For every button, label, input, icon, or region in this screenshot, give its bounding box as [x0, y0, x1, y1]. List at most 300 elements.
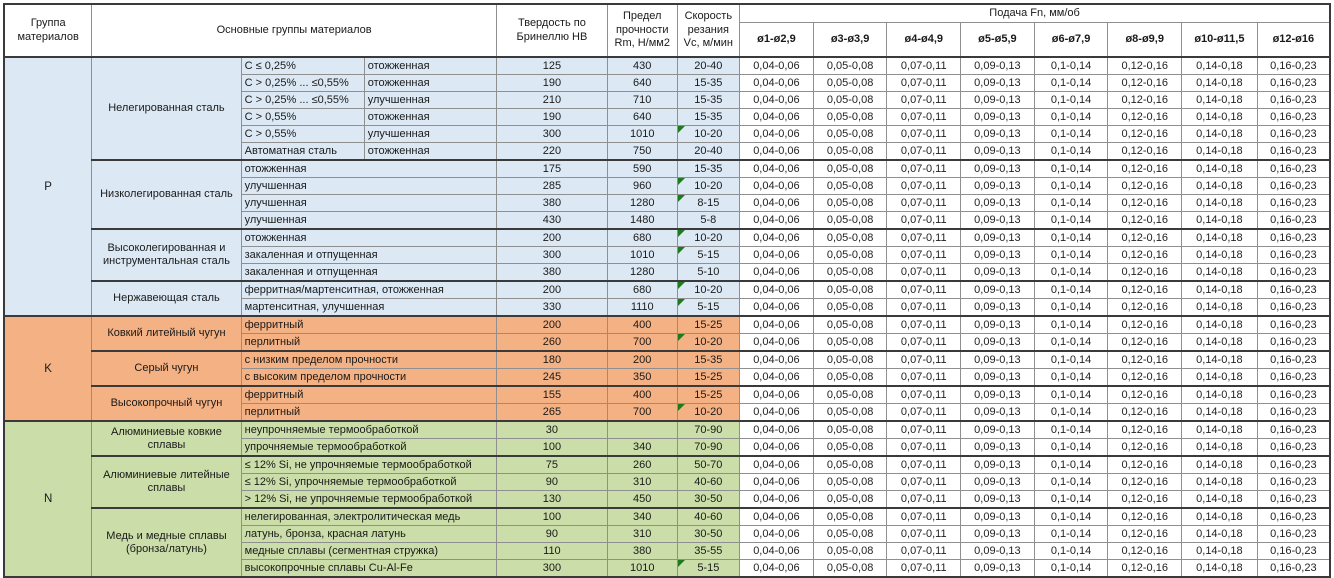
feed-cell: 0,05-0,08: [813, 508, 887, 526]
feed-cell: 0,12-0,16: [1108, 491, 1182, 509]
feed-cell: 0,04-0,06: [740, 316, 814, 334]
rm-cell: 430: [607, 57, 677, 75]
feed-cell: 0,07-0,11: [887, 456, 961, 474]
rm-cell: 350: [607, 369, 677, 387]
feed-cell: 0,05-0,08: [813, 351, 887, 369]
state-cell: отожженная: [364, 57, 496, 75]
feed-cell: 0,14-0,18: [1182, 560, 1258, 578]
feed-cell: 0,04-0,06: [740, 92, 814, 109]
feed-cell: 0,09-0,13: [961, 474, 1035, 491]
feed-cell: 0,12-0,16: [1108, 299, 1182, 317]
feed-cell: 0,07-0,11: [887, 75, 961, 92]
feed-cell: 0,09-0,13: [961, 92, 1035, 109]
feed-cell: 0,14-0,18: [1182, 92, 1258, 109]
feed-cell: 0,05-0,08: [813, 264, 887, 282]
rm-cell: 260: [607, 456, 677, 474]
feed-cell: 0,07-0,11: [887, 334, 961, 352]
condition-cell: улучшенная: [241, 212, 496, 230]
condition-cell: C > 0,25% ... ≤0,55%: [241, 75, 364, 92]
feed-cell: 0,04-0,06: [740, 421, 814, 439]
feed-cell: 0,05-0,08: [813, 143, 887, 161]
feed-cell: 0,07-0,11: [887, 404, 961, 422]
feed-cell: 0,07-0,11: [887, 143, 961, 161]
group-name-cell: Нелегированная сталь: [92, 57, 241, 160]
condition-cell: ферритная/мартенситная, отожженная: [241, 281, 496, 299]
feed-cell: 0,05-0,08: [813, 160, 887, 178]
feed-cell: 0,12-0,16: [1108, 126, 1182, 143]
feed-cell: 0,04-0,06: [740, 386, 814, 404]
hb-cell: 190: [496, 109, 607, 126]
group-name-cell: Алюминиевые литейные сплавы: [92, 456, 241, 508]
feed-cell: 0,14-0,18: [1182, 247, 1258, 264]
feed-cell: 0,09-0,13: [961, 109, 1035, 126]
feed-cell: 0,04-0,06: [740, 57, 814, 75]
rm-cell: 1280: [607, 264, 677, 282]
rm-cell: 1010: [607, 247, 677, 264]
hb-cell: 210: [496, 92, 607, 109]
header-tensile-strength: Предел прочности Rm, Н/мм2: [607, 4, 677, 57]
feed-cell: 0,04-0,06: [740, 456, 814, 474]
feed-cell: 0,1-0,14: [1034, 212, 1108, 230]
feed-cell: 0,16-0,23: [1257, 456, 1330, 474]
feed-cell: 0,05-0,08: [813, 474, 887, 491]
feed-cell: 0,16-0,23: [1257, 229, 1330, 247]
comment-flag-icon: [678, 178, 685, 185]
feed-cell: 0,12-0,16: [1108, 439, 1182, 457]
feed-cell: 0,09-0,13: [961, 299, 1035, 317]
feed-cell: 0,16-0,23: [1257, 92, 1330, 109]
vc-cell: 15-35: [677, 351, 740, 369]
feed-cell: 0,1-0,14: [1034, 247, 1108, 264]
feed-cell: 0,1-0,14: [1034, 351, 1108, 369]
feed-cell: 0,16-0,23: [1257, 160, 1330, 178]
feed-cell: 0,05-0,08: [813, 229, 887, 247]
condition-cell: закаленная и отпущенная: [241, 264, 496, 282]
feed-cell: 0,09-0,13: [961, 439, 1035, 457]
feed-cell: 0,16-0,23: [1257, 439, 1330, 457]
group-name-cell: Ковкий литейный чугун: [92, 316, 241, 351]
hb-cell: 180: [496, 351, 607, 369]
feed-cell: 0,1-0,14: [1034, 456, 1108, 474]
hb-cell: 430: [496, 212, 607, 230]
feed-cell: 0,16-0,23: [1257, 421, 1330, 439]
feed-cell: 0,12-0,16: [1108, 456, 1182, 474]
feed-cell: 0,1-0,14: [1034, 178, 1108, 195]
feed-cell: 0,04-0,06: [740, 247, 814, 264]
feed-cell: 0,16-0,23: [1257, 126, 1330, 143]
feed-cell: 0,07-0,11: [887, 421, 961, 439]
feed-cell: 0,12-0,16: [1108, 57, 1182, 75]
condition-cell: ферритный: [241, 386, 496, 404]
state-cell: улучшенная: [364, 126, 496, 143]
hb-cell: 75: [496, 456, 607, 474]
comment-flag-icon: [678, 404, 685, 411]
feed-cell: 0,1-0,14: [1034, 386, 1108, 404]
condition-cell: C > 0,55%: [241, 126, 364, 143]
feed-cell: 0,07-0,11: [887, 178, 961, 195]
rm-cell: 310: [607, 474, 677, 491]
feed-cell: 0,04-0,06: [740, 369, 814, 387]
vc-cell: 20-40: [677, 143, 740, 161]
header-feed-diameter: ø8-ø9,9: [1108, 23, 1182, 58]
rm-cell: 700: [607, 404, 677, 422]
feed-cell: 0,16-0,23: [1257, 109, 1330, 126]
feed-cell: 0,05-0,08: [813, 334, 887, 352]
feed-cell: 0,12-0,16: [1108, 160, 1182, 178]
feed-cell: 0,05-0,08: [813, 526, 887, 543]
feed-cell: 0,05-0,08: [813, 109, 887, 126]
feed-cell: 0,12-0,16: [1108, 543, 1182, 560]
rm-cell: [607, 421, 677, 439]
feed-cell: 0,04-0,06: [740, 75, 814, 92]
hb-cell: 90: [496, 474, 607, 491]
header-feed-diameter: ø5-ø5,9: [961, 23, 1035, 58]
vc-cell: 8-15: [677, 195, 740, 212]
condition-cell: улучшенная: [241, 178, 496, 195]
condition-cell: перлитный: [241, 404, 496, 422]
condition-cell: C ≤ 0,25%: [241, 57, 364, 75]
vc-cell: 5-15: [677, 247, 740, 264]
vc-cell: 15-35: [677, 109, 740, 126]
feed-cell: 0,09-0,13: [961, 281, 1035, 299]
feed-cell: 0,07-0,11: [887, 57, 961, 75]
vc-cell: 70-90: [677, 439, 740, 457]
feed-cell: 0,1-0,14: [1034, 526, 1108, 543]
rm-cell: 1280: [607, 195, 677, 212]
feed-cell: 0,07-0,11: [887, 508, 961, 526]
feed-cell: 0,16-0,23: [1257, 351, 1330, 369]
feed-cell: 0,14-0,18: [1182, 404, 1258, 422]
material-group-cell: N: [4, 421, 92, 577]
condition-cell: неупрочняемые термообработкой: [241, 421, 496, 439]
feed-cell: 0,09-0,13: [961, 560, 1035, 578]
feed-cell: 0,05-0,08: [813, 212, 887, 230]
feed-cell: 0,16-0,23: [1257, 57, 1330, 75]
feed-cell: 0,07-0,11: [887, 474, 961, 491]
feed-cell: 0,1-0,14: [1034, 281, 1108, 299]
vc-cell: 30-50: [677, 526, 740, 543]
feed-cell: 0,14-0,18: [1182, 369, 1258, 387]
header-main-material-groups: Основные группы материалов: [92, 4, 497, 57]
feed-cell: 0,09-0,13: [961, 404, 1035, 422]
header-material-group: Группа материалов: [4, 4, 92, 57]
rm-cell: 1480: [607, 212, 677, 230]
vc-cell: 15-35: [677, 75, 740, 92]
header-feed-diameter: ø6-ø7,9: [1034, 23, 1108, 58]
comment-flag-icon: [678, 247, 685, 254]
group-name-cell: Низколегированная сталь: [92, 160, 241, 229]
feed-cell: 0,14-0,18: [1182, 109, 1258, 126]
condition-cell: нелегированная, электролитическая медь: [241, 508, 496, 526]
feed-cell: 0,16-0,23: [1257, 281, 1330, 299]
feed-cell: 0,14-0,18: [1182, 160, 1258, 178]
hb-cell: 125: [496, 57, 607, 75]
condition-cell: Автоматная сталь: [241, 143, 364, 161]
feed-cell: 0,14-0,18: [1182, 439, 1258, 457]
comment-flag-icon: [678, 334, 685, 341]
state-cell: улучшенная: [364, 92, 496, 109]
feed-cell: 0,14-0,18: [1182, 229, 1258, 247]
feed-cell: 0,16-0,23: [1257, 369, 1330, 387]
vc-cell: 15-25: [677, 316, 740, 334]
vc-cell: 10-20: [677, 334, 740, 352]
rm-cell: 1010: [607, 560, 677, 578]
feed-cell: 0,12-0,16: [1108, 264, 1182, 282]
feed-cell: 0,1-0,14: [1034, 404, 1108, 422]
feed-cell: 0,04-0,06: [740, 334, 814, 352]
feed-cell: 0,16-0,23: [1257, 195, 1330, 212]
feed-cell: 0,12-0,16: [1108, 560, 1182, 578]
feed-cell: 0,04-0,06: [740, 526, 814, 543]
feed-cell: 0,14-0,18: [1182, 474, 1258, 491]
vc-cell: 10-20: [677, 404, 740, 422]
feed-cell: 0,04-0,06: [740, 351, 814, 369]
feed-cell: 0,1-0,14: [1034, 560, 1108, 578]
feed-cell: 0,04-0,06: [740, 560, 814, 578]
feed-cell: 0,04-0,06: [740, 264, 814, 282]
group-name-cell: Серый чугун: [92, 351, 241, 386]
condition-cell: упрочняемые термообработкой: [241, 439, 496, 457]
feed-cell: 0,1-0,14: [1034, 439, 1108, 457]
vc-cell: 5-15: [677, 560, 740, 578]
feed-cell: 0,09-0,13: [961, 526, 1035, 543]
feed-cell: 0,05-0,08: [813, 369, 887, 387]
feed-cell: 0,07-0,11: [887, 386, 961, 404]
feed-cell: 0,07-0,11: [887, 369, 961, 387]
feed-cell: 0,1-0,14: [1034, 491, 1108, 509]
feed-cell: 0,05-0,08: [813, 491, 887, 509]
condition-cell: закаленная и отпущенная: [241, 247, 496, 264]
feed-cell: 0,12-0,16: [1108, 109, 1182, 126]
feed-cell: 0,09-0,13: [961, 160, 1035, 178]
feed-cell: 0,1-0,14: [1034, 109, 1108, 126]
hb-cell: 200: [496, 316, 607, 334]
feed-cell: 0,07-0,11: [887, 195, 961, 212]
feed-cell: 0,12-0,16: [1108, 508, 1182, 526]
hb-cell: 200: [496, 229, 607, 247]
feed-cell: 0,04-0,06: [740, 299, 814, 317]
feed-cell: 0,04-0,06: [740, 543, 814, 560]
feed-cell: 0,1-0,14: [1034, 474, 1108, 491]
feed-cell: 0,05-0,08: [813, 316, 887, 334]
feed-cell: 0,09-0,13: [961, 508, 1035, 526]
feed-cell: 0,1-0,14: [1034, 75, 1108, 92]
condition-cell: ≤ 12% Si, не упрочняемые термообработкой: [241, 456, 496, 474]
feed-cell: 0,1-0,14: [1034, 57, 1108, 75]
feed-cell: 0,14-0,18: [1182, 299, 1258, 317]
hb-cell: 260: [496, 334, 607, 352]
feed-cell: 0,16-0,23: [1257, 474, 1330, 491]
feed-cell: 0,12-0,16: [1108, 178, 1182, 195]
hb-cell: 100: [496, 508, 607, 526]
material-group-cell: K: [4, 316, 92, 421]
vc-cell: 15-35: [677, 92, 740, 109]
header-feed-diameter: ø3-ø3,9: [813, 23, 887, 58]
feed-cell: 0,05-0,08: [813, 456, 887, 474]
feed-cell: 0,14-0,18: [1182, 351, 1258, 369]
feed-cell: 0,1-0,14: [1034, 334, 1108, 352]
feed-cell: 0,12-0,16: [1108, 334, 1182, 352]
feed-cell: 0,16-0,23: [1257, 264, 1330, 282]
feed-cell: 0,04-0,06: [740, 491, 814, 509]
feed-cell: 0,07-0,11: [887, 543, 961, 560]
feed-cell: 0,07-0,11: [887, 247, 961, 264]
rm-cell: 680: [607, 281, 677, 299]
comment-flag-icon: [678, 282, 685, 289]
hb-cell: 220: [496, 143, 607, 161]
feed-cell: 0,05-0,08: [813, 560, 887, 578]
header-feed-diameter: ø10-ø11,5: [1182, 23, 1258, 58]
vc-cell: 35-55: [677, 543, 740, 560]
state-cell: отожженная: [364, 109, 496, 126]
condition-cell: улучшенная: [241, 195, 496, 212]
feed-cell: 0,1-0,14: [1034, 264, 1108, 282]
feed-cell: 0,05-0,08: [813, 195, 887, 212]
feed-cell: 0,16-0,23: [1257, 508, 1330, 526]
rm-cell: 640: [607, 75, 677, 92]
feed-cell: 0,05-0,08: [813, 57, 887, 75]
feed-cell: 0,09-0,13: [961, 351, 1035, 369]
hb-cell: 245: [496, 369, 607, 387]
feed-cell: 0,09-0,13: [961, 143, 1035, 161]
feed-cell: 0,09-0,13: [961, 264, 1035, 282]
feed-cell: 0,14-0,18: [1182, 57, 1258, 75]
hb-cell: 100: [496, 439, 607, 457]
hb-cell: 300: [496, 247, 607, 264]
feed-cell: 0,07-0,11: [887, 560, 961, 578]
hb-cell: 110: [496, 543, 607, 560]
feed-cell: 0,12-0,16: [1108, 386, 1182, 404]
feed-cell: 0,09-0,13: [961, 543, 1035, 560]
feed-cell: 0,12-0,16: [1108, 316, 1182, 334]
feed-cell: 0,16-0,23: [1257, 316, 1330, 334]
feed-cell: 0,04-0,06: [740, 229, 814, 247]
feed-cell: 0,14-0,18: [1182, 281, 1258, 299]
feed-cell: 0,09-0,13: [961, 369, 1035, 387]
state-cell: отожженная: [364, 143, 496, 161]
feed-cell: 0,07-0,11: [887, 491, 961, 509]
comment-flag-icon: [678, 230, 685, 237]
comment-flag-icon: [678, 126, 685, 133]
hb-cell: 155: [496, 386, 607, 404]
hb-cell: 30: [496, 421, 607, 439]
feed-cell: 0,1-0,14: [1034, 316, 1108, 334]
group-name-cell: Высоколегированная и инструментальная сталь: [92, 229, 241, 281]
condition-cell: ≤ 12% Si, упрочняемые термообработкой: [241, 474, 496, 491]
condition-cell: мартенситная, улучшенная: [241, 299, 496, 317]
feed-cell: 0,12-0,16: [1108, 195, 1182, 212]
group-name-cell: Алюминиевые ковкие сплавы: [92, 421, 241, 456]
feed-cell: 0,12-0,16: [1108, 281, 1182, 299]
vc-cell: 5-10: [677, 264, 740, 282]
hb-cell: 300: [496, 126, 607, 143]
feed-cell: 0,14-0,18: [1182, 143, 1258, 161]
feed-cell: 0,09-0,13: [961, 195, 1035, 212]
feed-cell: 0,16-0,23: [1257, 526, 1330, 543]
feed-cell: 0,07-0,11: [887, 126, 961, 143]
comment-flag-icon: [678, 299, 685, 306]
comment-flag-icon: [678, 195, 685, 202]
rm-cell: 400: [607, 316, 677, 334]
condition-cell: C > 0,55%: [241, 109, 364, 126]
feed-cell: 0,16-0,23: [1257, 491, 1330, 509]
feed-cell: 0,14-0,18: [1182, 386, 1258, 404]
feed-cell: 0,09-0,13: [961, 57, 1035, 75]
feed-cell: 0,12-0,16: [1108, 143, 1182, 161]
cutting-data-table: [3, 3, 1331, 578]
vc-cell: 15-25: [677, 386, 740, 404]
vc-cell: 40-60: [677, 474, 740, 491]
feed-cell: 0,14-0,18: [1182, 75, 1258, 92]
feed-cell: 0,16-0,23: [1257, 299, 1330, 317]
vc-cell: 70-90: [677, 421, 740, 439]
feed-cell: 0,16-0,23: [1257, 334, 1330, 352]
feed-cell: 0,05-0,08: [813, 386, 887, 404]
feed-cell: 0,1-0,14: [1034, 421, 1108, 439]
condition-cell: > 12% Si, не упрочняемые термообработкой: [241, 491, 496, 509]
hb-cell: 380: [496, 264, 607, 282]
hb-cell: 175: [496, 160, 607, 178]
feed-cell: 0,07-0,11: [887, 299, 961, 317]
feed-cell: 0,05-0,08: [813, 92, 887, 109]
rm-cell: 590: [607, 160, 677, 178]
hb-cell: 190: [496, 75, 607, 92]
vc-cell: 30-50: [677, 491, 740, 509]
vc-cell: 10-20: [677, 126, 740, 143]
feed-cell: 0,12-0,16: [1108, 369, 1182, 387]
hb-cell: 300: [496, 560, 607, 578]
feed-cell: 0,04-0,06: [740, 404, 814, 422]
comment-flag-icon: [678, 560, 685, 567]
vc-cell: 15-25: [677, 369, 740, 387]
feed-cell: 0,04-0,06: [740, 178, 814, 195]
feed-cell: 0,05-0,08: [813, 75, 887, 92]
feed-cell: 0,1-0,14: [1034, 126, 1108, 143]
feed-cell: 0,16-0,23: [1257, 386, 1330, 404]
feed-cell: 0,09-0,13: [961, 75, 1035, 92]
feed-cell: 0,04-0,06: [740, 195, 814, 212]
feed-cell: 0,05-0,08: [813, 439, 887, 457]
feed-cell: 0,05-0,08: [813, 281, 887, 299]
feed-cell: 0,12-0,16: [1108, 421, 1182, 439]
rm-cell: 310: [607, 526, 677, 543]
rm-cell: 640: [607, 109, 677, 126]
vc-cell: 5-8: [677, 212, 740, 230]
feed-cell: 0,04-0,06: [740, 439, 814, 457]
feed-cell: 0,09-0,13: [961, 212, 1035, 230]
feed-cell: 0,05-0,08: [813, 543, 887, 560]
feed-cell: 0,05-0,08: [813, 404, 887, 422]
feed-cell: 0,14-0,18: [1182, 456, 1258, 474]
feed-cell: 0,07-0,11: [887, 212, 961, 230]
vc-cell: 5-15: [677, 299, 740, 317]
feed-cell: 0,12-0,16: [1108, 92, 1182, 109]
feed-cell: 0,1-0,14: [1034, 160, 1108, 178]
feed-cell: 0,14-0,18: [1182, 491, 1258, 509]
feed-cell: 0,04-0,06: [740, 474, 814, 491]
hb-cell: 90: [496, 526, 607, 543]
material-group-cell: P: [4, 57, 92, 316]
vc-cell: 40-60: [677, 508, 740, 526]
feed-cell: 0,04-0,06: [740, 109, 814, 126]
feed-cell: 0,12-0,16: [1108, 351, 1182, 369]
rm-cell: 450: [607, 491, 677, 509]
feed-cell: 0,12-0,16: [1108, 404, 1182, 422]
feed-cell: 0,09-0,13: [961, 229, 1035, 247]
feed-cell: 0,12-0,16: [1108, 526, 1182, 543]
hb-cell: 265: [496, 404, 607, 422]
rm-cell: 200: [607, 351, 677, 369]
